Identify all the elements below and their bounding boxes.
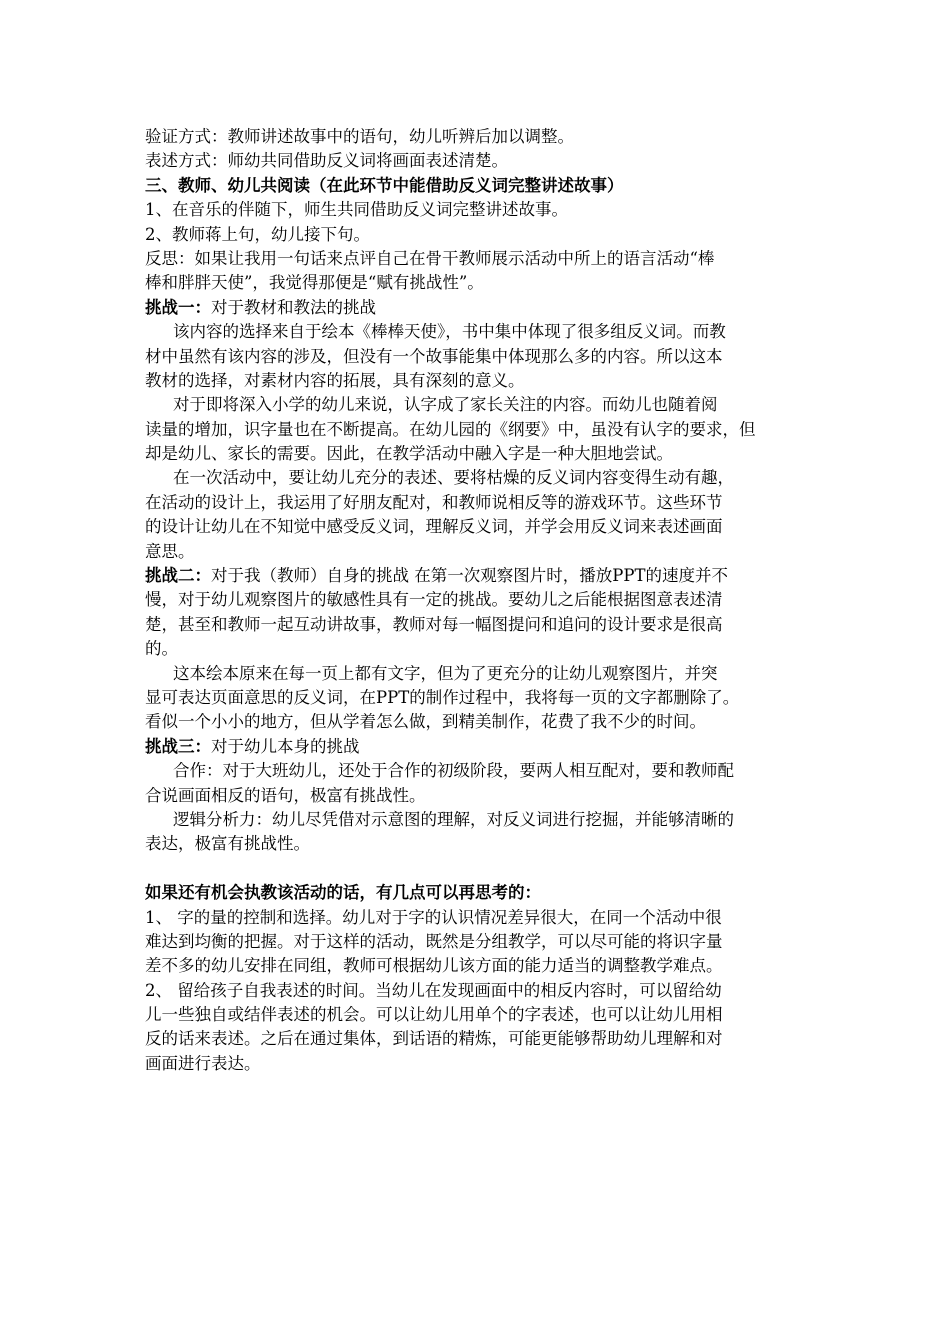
text-line: 反思：如果让我用一句话来点评自己在骨干教师展示活动中所上的语言活动“棒	[145, 248, 715, 268]
text-line: 表述方式：师幼共同借助反义词将画面表述清楚。	[145, 151, 508, 171]
challenge-title: 对于幼儿本身的挑战	[211, 736, 360, 756]
challenge-label: 挑战三：	[145, 736, 211, 756]
text-line: 1、在音乐的伴随下，师生共同借助反义词完整讲述故事。	[145, 200, 568, 220]
challenge-heading	[145, 564, 813, 588]
text-line: 该内容的选择来自于绘本《棒棒天使》，书中集中体现了很多组反义词。而教	[173, 322, 726, 342]
challenge-heading	[145, 735, 813, 759]
text-line: 在一次活动中，要让幼儿充分的表述、要将枯燥的反义词内容变得生动有趣，	[173, 468, 734, 488]
challenge-label: 挑战二：	[145, 566, 211, 586]
text-line: 难达到均衡的把握。对于这样的活动，既然是分组教学，可以尽可能的将识字量	[145, 931, 723, 951]
text-line: 教材的选择，对素材内容的拓展，具有深刻的意义。	[145, 370, 525, 390]
text-line: 合说画面相反的语句，极富有挑战性。	[145, 785, 426, 805]
text-line: 读量的增加，识字量也在不断提高。在幼儿园的《纲要》中，虽没有认字的要求，但	[145, 419, 756, 439]
text-line: 差不多的幼儿安排在同组，教师可根据幼儿该方面的能力适当的调整教学难点。	[145, 956, 723, 976]
section-heading: 三、教师、幼儿共阅读（在此环节中能借助反义词完整讲述故事）	[145, 175, 624, 195]
text-line: 显可表达页面意思的反义词，在PPT的制作过程中，我将每一页的文字都删除了。	[145, 687, 740, 707]
challenge-title: 对于我（教师）自身的挑战 在第一次观察图片时，播放PPT的速度并不	[211, 566, 728, 586]
text-line: 儿一些独自或结伴表述的机会。可以让幼儿用单个的字表述，也可以让幼儿用相	[145, 1005, 723, 1025]
text-line: 慢，对于幼儿观察图片的敏感性具有一定的挑战。要幼儿之后能根据图意表述清	[145, 590, 723, 610]
text-line: 对于即将深入小学的幼儿来说，认字成了家长关注的内容。而幼儿也随着阅	[173, 395, 718, 415]
text-line: 在活动的设计上，我运用了好朋友配对，和教师说相反等的游戏环节。这些环节	[145, 492, 723, 512]
text-line: 合作：对于大班幼儿，还处于合作的初级阶段，要两人相互配对，要和教师配	[173, 761, 734, 781]
section-heading: 如果还有机会执教该活动的话，有几点可以再思考的：	[145, 883, 541, 903]
text-line: 这本绘本原来在每一页上都有文字，但为了更充分的让幼儿观察图片，并突	[173, 663, 718, 683]
text-line: 2、教师蒋上句，幼儿接下句。	[145, 224, 370, 244]
text-line: 的设计让幼儿在不知觉中感受反义词，理解反义词，并学会用反义词来表述画面	[145, 517, 723, 537]
text-line: 却是幼儿、家长的需要。因此，在教学活动中融入字是一种大胆地尝试。	[145, 444, 673, 464]
text-line: 2、 留给孩子自我表述的时间。当幼儿在发现画面中的相反内容时，可以留给幼	[145, 980, 722, 1000]
text-line: 楚，甚至和教师一起互动讲故事，教师对每一幅图提问和追问的设计要求是很高	[145, 614, 723, 634]
text-line: 逻辑分析力：幼儿尽凭借对示意图的理解，对反义词进行挖掘，并能够清晰的	[173, 809, 734, 829]
text-line: 验证方式：教师讲述故事中的语句，幼儿听辨后加以调整。	[145, 127, 574, 146]
text-line: 材中虽然有该内容的涉及，但没有一个故事能集中体现那么多的内容。所以这本	[145, 346, 723, 366]
text-line: 棒和胖胖天使”，我觉得那便是“赋有挑战性”。	[145, 273, 484, 293]
blank-line	[145, 857, 813, 881]
text-line: 看似一个小小的地方，但从学着怎么做，到精美制作，花费了我不少的时间。	[145, 712, 706, 732]
challenge-label: 挑战一：	[145, 297, 211, 317]
challenge-title: 对于教材和教法的挑战	[211, 297, 376, 317]
text-line: 1、 字的量的控制和选择。幼儿对于字的认识情况差异很大，在同一个活动中很	[145, 907, 722, 927]
challenge-heading	[145, 296, 813, 320]
text-line: 表达，极富有挑战性。	[145, 834, 310, 854]
text-line: 的。	[145, 639, 178, 659]
text-line: 反的话来表述。之后在通过集体，到话语的精炼，可能更能够帮助幼儿理解和对	[145, 1029, 723, 1049]
text-line: 意思。	[145, 541, 195, 561]
text-line: 画面进行表达。	[145, 1053, 261, 1073]
document-body	[145, 125, 813, 1076]
